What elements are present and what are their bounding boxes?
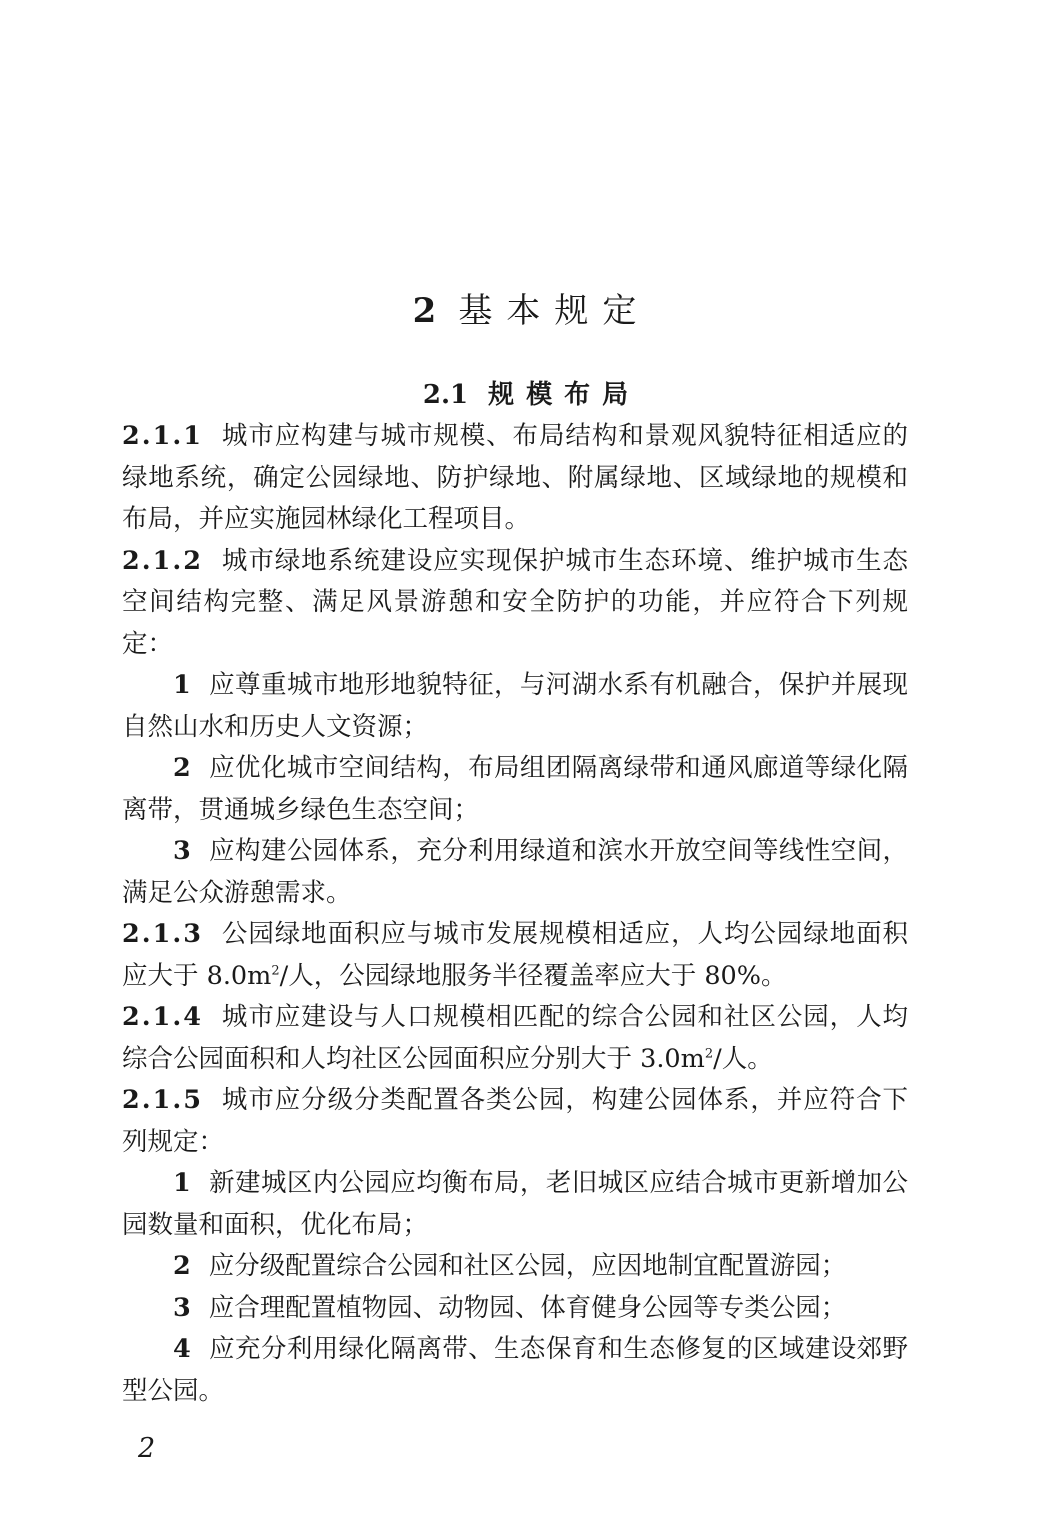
clause-text: 公园绿地面积应与城市发展规模相适应，人均公园绿地面积应大于 8.0m	[122, 919, 908, 991]
clause-number: 2.1.2	[122, 545, 203, 576]
superscript: 2	[704, 1046, 714, 1061]
chapter-title	[0, 289, 1063, 333]
clause-number: 2.1.5	[122, 1085, 203, 1115]
item-text: 应充分利用绿化隔离带、生态保育和生态修复的区域建设郊野型公园。	[122, 1334, 908, 1406]
item-text: 应分级配置综合公园和社区公园，应因地制宜配置游园；	[208, 1251, 847, 1281]
clause-text: 城市绿地系统建设应实现保护城市生态环境、维护城市生态空间结构完整、满足风景游憩和安全防护的功能，并应符合下列规定：	[122, 545, 908, 659]
item-number: 2	[173, 753, 191, 783]
section-title-text: 规模布局	[488, 379, 641, 410]
list-item	[122, 1288, 908, 1330]
item-number: 4	[173, 1334, 191, 1364]
list-item	[122, 665, 908, 748]
clause-text: 城市应分级分类配置各类公园，构建公园体系，并应符合下列规定：	[122, 1085, 908, 1157]
chapter-title-text: 基本规定	[458, 290, 651, 331]
item-number: 3	[173, 836, 191, 866]
superscript: 2	[271, 963, 280, 978]
clause-2-1-2	[122, 541, 908, 666]
list-item	[122, 1329, 908, 1412]
clause-2-1-1	[122, 416, 908, 541]
item-text: 新建城区内公园应均衡布局，老旧城区应结合城市更新增加公园数量和面积，优化布局；	[122, 1168, 908, 1240]
chapter-number: 2	[412, 290, 437, 331]
section-number: 2.1	[422, 379, 469, 410]
clause-number: 2.1.1	[122, 421, 203, 451]
list-item	[122, 1246, 908, 1288]
item-text: 应优化城市空间结构，布局组团隔离绿带和通风廊道等绿化隔离带，贯通城乡绿色生态空间；	[122, 753, 908, 825]
clause-text-continued: /人，公园绿地服务半径覆盖率应大于 80%。	[279, 960, 787, 991]
list-item	[122, 748, 908, 831]
list-item	[122, 1163, 908, 1246]
item-number: 1	[173, 1168, 191, 1198]
clause-number: 2.1.4	[122, 1002, 203, 1032]
item-text: 应构建公园体系，充分利用绿道和滨水开放空间等线性空间，满足公众游憩需求。	[122, 836, 908, 908]
item-text: 应合理配置植物园、动物园、体育健身公园等专类公园；	[208, 1292, 847, 1323]
clause-text: 城市应构建与城市规模、布局结构和景观风貌特征相适应的绿地系统，确定公园绿地、防护绿地、附属绿地、区域绿地的规模和布局，并应实施园林绿化工程项目。	[122, 421, 908, 534]
clause-number: 2.1.3	[122, 919, 203, 949]
section-title	[0, 378, 1063, 412]
clause-text-continued: /人。	[713, 1043, 773, 1074]
clause-text: 城市应建设与人口规模相匹配的综合公园和社区公园，人均综合公园面积和人均社区公园面积应分别大于 3.0m	[122, 1002, 908, 1074]
item-number: 3	[173, 1292, 191, 1323]
item-number: 1	[173, 670, 191, 700]
clause-2-1-4	[122, 997, 908, 1080]
item-text: 应尊重城市地形地貌特征，与河湖水系有机融合，保护并展现自然山水和历史人文资源；	[122, 670, 908, 742]
list-item	[122, 831, 908, 914]
clause-2-1-3	[122, 914, 908, 997]
clause-2-1-5	[122, 1080, 908, 1163]
document-body	[122, 416, 908, 1412]
item-number: 2	[173, 1251, 191, 1281]
page-number: 2	[138, 1433, 156, 1464]
